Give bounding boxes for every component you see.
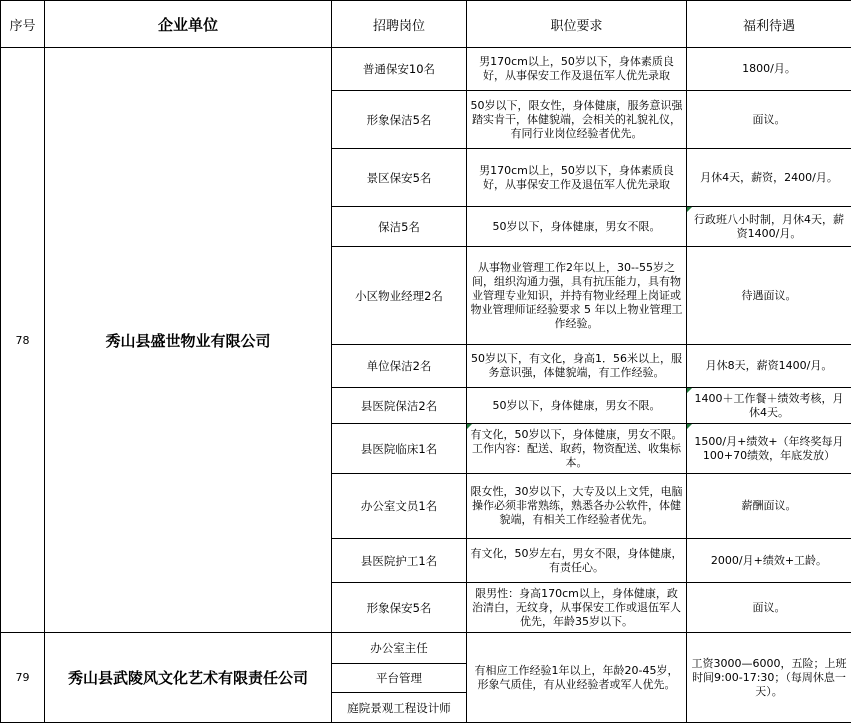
position-cell: 庭院景观工程设计师 [332,693,467,723]
benefits-cell: 月休8天，薪资1400/月。 [687,345,851,388]
benefits-cell: 2000/月+绩效+工龄。 [687,539,851,583]
requirements-cell: 有相应工作经验1年以上，年龄20-45岁，形象气质佳，有从业经验者或军人优先。 [467,633,687,723]
header-position: 招聘岗位 [332,1,467,48]
requirements-cell: 男170cm以上，50岁以下，身体素质良好，从事保安工作及退伍军人优先录取 [467,149,687,207]
benefits-cell: 面议。 [687,583,851,633]
position-cell: 普通保安10名 [332,48,467,91]
table-row [1,633,851,664]
requirements-cell: 男170cm以上，50岁以下，身体素质良好，从事保安工作及退伍军人优先录取 [467,48,687,91]
benefits-cell: 薪酬面议。 [687,474,851,539]
table-row [1,48,851,91]
header-seq: 序号 [1,1,45,48]
company-cell: 秀山县盛世物业有限公司 [45,48,332,633]
header-requirements: 职位要求 [467,1,687,48]
benefits-cell: 1400＋工作餐＋绩效考核，月休4天。 [687,388,851,424]
requirements-cell: 50岁以下，限女性，身体健康，服务意识强踏实肯干，体健貌端，会相关的礼貌礼仪，有同行业岗位经验者优先。 [467,91,687,149]
benefits-cell: 1800/月。 [687,48,851,91]
seq-cell: 79 [1,633,45,723]
header-row [1,1,851,48]
benefits-cell: 月休4天，薪资，2400/月。 [687,149,851,207]
header-company: 企业单位 [45,1,332,48]
requirements-cell: 有文化，50岁以下，身体健康，男女不限。工作内容：配送、取药，物资配送、收集标本。 [467,424,687,474]
requirements-cell: 50岁以下，身体健康，男女不限。 [467,207,687,247]
position-cell: 办公室主任 [332,633,467,664]
position-cell: 单位保洁2名 [332,345,467,388]
position-cell: 平台管理 [332,664,467,693]
requirements-cell: 限女性，30岁以下，大专及以上文凭，电脑操作必须非常熟练，熟悉各办公软件，体健貌端，有相关工作经验者优先。 [467,474,687,539]
benefits-cell: 1500/月+绩效+（年终奖每月100+70绩效，年底发放） [687,424,851,474]
position-cell: 县医院护工1名 [332,539,467,583]
header-benefits: 福利待遇 [687,1,851,48]
seq-cell: 78 [1,48,45,633]
position-cell: 办公室文员1名 [332,474,467,539]
position-cell: 景区保安5名 [332,149,467,207]
requirements-cell: 50岁以下，身体健康，男女不限。 [467,388,687,424]
benefits-cell: 面议。 [687,91,851,149]
position-cell: 县医院保洁2名 [332,388,467,424]
position-cell: 县医院临床1名 [332,424,467,474]
position-cell: 保洁5名 [332,207,467,247]
benefits-cell: 待遇面议。 [687,247,851,345]
requirements-cell: 限男性：身高170cm以上，身体健康，政治清白，无纹身，从事保安工作或退伍军人优先，年龄35岁以下。 [467,583,687,633]
requirements-cell: 从事物业管理工作2年以上，30--55岁之间，组织沟通力强，具有抗压能力，具有物业管理专业知识，并持有物业经理上岗证或物业管理师证经验要求 5 年以上物业管理工作经验。 [467,247,687,345]
company-cell: 秀山县武陵风文化艺术有限责任公司 [45,633,332,723]
requirements-cell: 50岁以下，有文化，身高1．56米以上，服务意识强，体健貌端，有工作经验。 [467,345,687,388]
benefits-cell: 行政班八小时制，月休4天，薪资1400/月。 [687,207,851,247]
position-cell: 形象保安5名 [332,583,467,633]
position-cell: 小区物业经理2名 [332,247,467,345]
benefits-cell: 工资3000—6000，五险；上班时间9:00-17:30；（每周休息一天）。 [687,633,851,723]
position-cell: 形象保洁5名 [332,91,467,149]
requirements-cell: 有文化，50岁左右，男女不限，身体健康，有责任心。 [467,539,687,583]
